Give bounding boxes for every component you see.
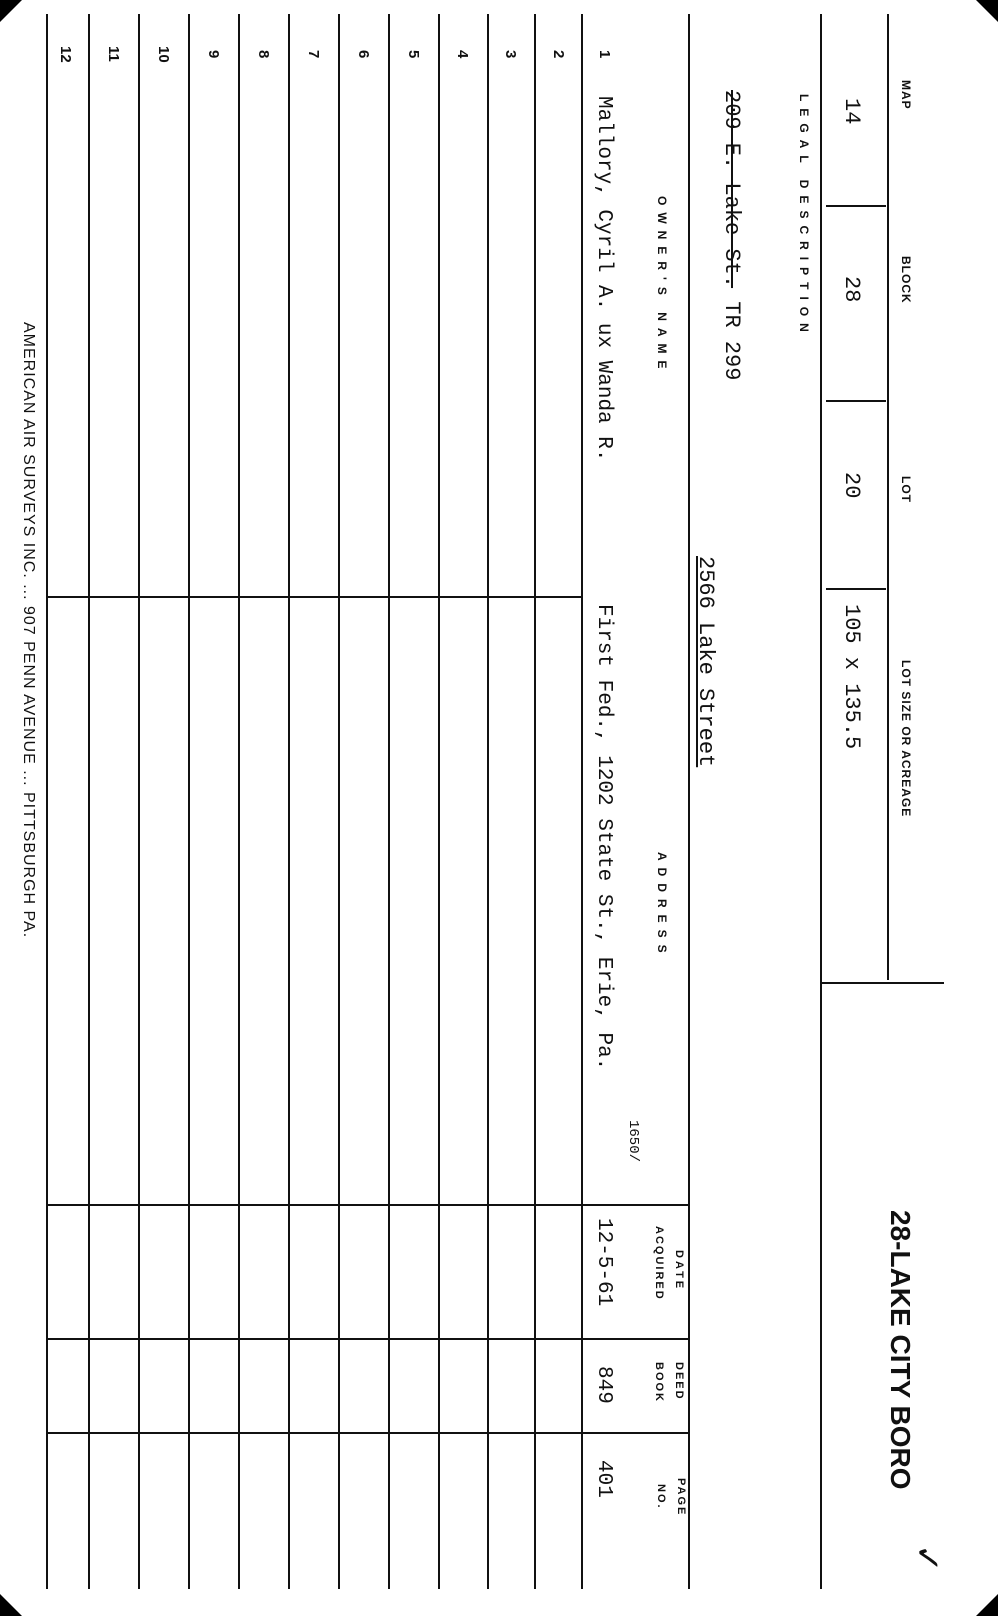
address-header: ADDRESS <box>655 852 669 960</box>
footer-imprint: AMERICAN AIR SURVEYS INC. ... 907 PENN AVENUE ... PITTSBURGH PA. <box>20 322 37 939</box>
parcel-divider-2 <box>826 400 886 402</box>
lot-size-label: LOT SIZE OR ACREAGE <box>899 660 913 818</box>
legal-tract: TR 299 <box>719 301 744 381</box>
row-line-last <box>46 14 48 1589</box>
corner-mark-bottom-right <box>976 1594 998 1616</box>
row-number: 9 <box>205 50 222 59</box>
row-number: 7 <box>305 50 322 59</box>
row-1-owner-name: Mallory, Cyril A. ux Wanda R. <box>592 96 615 462</box>
card-title: 28-LAKE CITY BORO <box>885 1210 916 1490</box>
col-address-date-rule <box>46 1204 688 1206</box>
row-number: 1 <box>596 50 613 59</box>
row-number: 4 <box>454 50 471 59</box>
lot-size-value: 105 x 135.5 <box>839 604 864 750</box>
row-line <box>138 14 140 1589</box>
row-line <box>581 14 583 1589</box>
row-number: 2 <box>550 50 567 59</box>
block-value: 28 <box>839 276 864 303</box>
col-owner-address-rule <box>46 596 582 598</box>
owner-name-header: OWNER'S NAME <box>655 196 669 376</box>
row-line <box>487 14 489 1589</box>
row-line <box>288 14 290 1589</box>
page-header-line2: NO. <box>655 1484 667 1510</box>
block-label: BLOCK <box>899 256 913 304</box>
row-line <box>438 14 440 1589</box>
legal-address-note: 2566 Lake Street <box>693 556 718 768</box>
row-line <box>238 14 240 1589</box>
legal-description-label: LEGAL DESCRIPTION <box>797 94 811 339</box>
date-header-line2: ACQUIRED <box>653 1226 665 1301</box>
corner-mark-top-left <box>0 0 22 22</box>
legal-struck-address: 209 E. Lake St. <box>719 90 744 289</box>
corner-mark-top-right <box>976 0 998 22</box>
parcel-divider-1 <box>826 205 886 207</box>
legal-description-value <box>720 90 742 380</box>
map-value: 14 <box>839 98 864 125</box>
parcel-divider-3 <box>826 588 886 590</box>
lot-label: LOT <box>899 476 913 503</box>
row-number: 3 <box>502 50 519 59</box>
row-line <box>388 14 390 1589</box>
row-1-date-acquired: 12-5-61 <box>592 1218 615 1307</box>
parcel-block-left-rule <box>820 14 822 1589</box>
row-line <box>88 14 90 1589</box>
row-number: 10 <box>155 46 172 63</box>
deed-header-line2: BOOK <box>653 1362 665 1403</box>
row-1-address-note: 1650/ <box>625 1120 641 1163</box>
row-number: 11 <box>105 46 122 62</box>
row-line <box>188 14 190 1589</box>
map-label: MAP <box>899 80 913 110</box>
row-number: 6 <box>355 50 372 59</box>
table-header-rule <box>688 14 690 1589</box>
row-line <box>338 14 340 1589</box>
row-line <box>534 14 536 1589</box>
row-1-address: First Fed., 1202 State St., Erie, Pa. <box>592 604 615 1071</box>
date-header-line1: DATE <box>673 1250 685 1292</box>
check-mark: ✓ <box>908 1544 946 1573</box>
row-number: 8 <box>255 50 272 59</box>
row-number: 12 <box>57 46 74 63</box>
deed-header-line1: DEED <box>673 1362 685 1401</box>
row-1-page-no: 401 <box>592 1460 615 1498</box>
lot-value: 20 <box>839 472 864 499</box>
row-number: 5 <box>405 50 422 59</box>
parcel-block-end-rule <box>820 982 944 984</box>
page-header-line1: PAGE <box>675 1478 687 1517</box>
parcel-value-rule <box>887 14 889 980</box>
col-deed-page-rule <box>46 1432 688 1434</box>
row-1-deed-book: 849 <box>592 1366 615 1404</box>
corner-mark-bottom-left <box>0 1594 22 1616</box>
col-date-deed-rule <box>46 1338 688 1340</box>
